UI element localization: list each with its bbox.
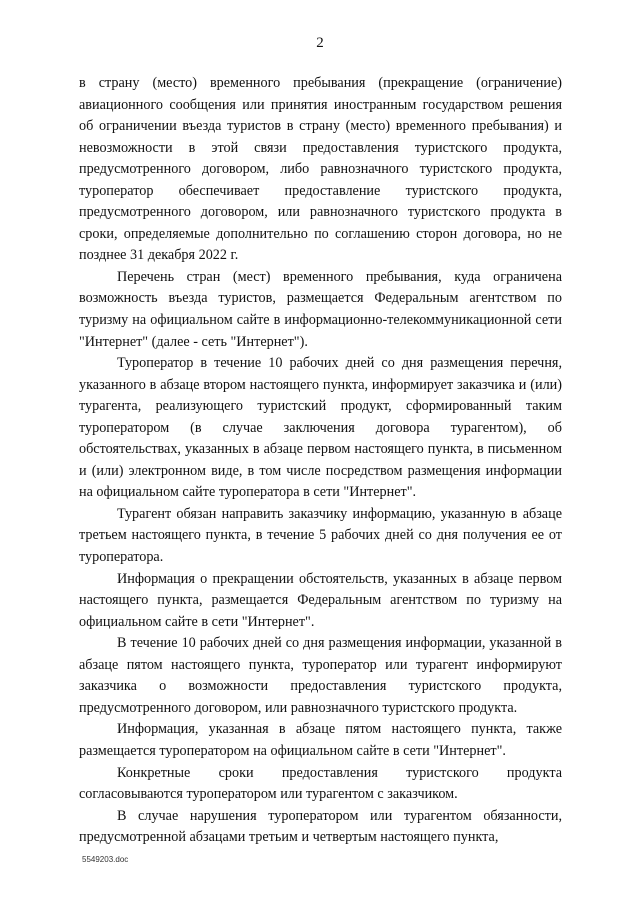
paragraph: Информация о прекращении обстоятельств, указанных в абзаце первом настоящего пункта, размещается Федеральным агентством по туризму на официальном сайте в сети "Интернет". xyxy=(79,570,562,630)
paragraph-continuation: в страну (место) временного пребывания (прекращение (ограничение) авиационного сообщения или принятия иностранным государством решения об ограничении въезда туристов в страну (место) временного пребывания) и невозможности в этой связи предоставления туристского продукта, предусмотренного договором, либо равнозначного туристского продукта, туроператор обеспечивает предоставление туристского продукта, предусмотренного договором, или равнозначного туристского продукта в сроки, определяемые дополнительно по соглашению сторон договора, но не позднее 31 декабря 2022 г. xyxy=(79,75,562,264)
paragraph: В случае нарушения туроператором или турагентом обязанности, предусмотренной абзацами третьим и четвертым настоящего пункта, xyxy=(79,807,562,846)
document-file-code: 5549203.doc xyxy=(82,855,129,864)
paragraph: Перечень стран (мест) временного пребывания, куда ограничена возможность въезда туристов, размещается Федеральным агентством по туризму на официальном сайте в информационно-телекоммуникационной сети "Интернет" (далее - сеть "Интернет"). xyxy=(79,268,562,350)
paragraph: В течение 10 рабочих дней со дня размещения информации, указанной в абзаце пятом настоящего пункта, туроператор или турагент информируют заказчика о возможности предоставления туристского продукта, предусмотренного договором, или равнозначного туристского продукта. xyxy=(79,635,562,716)
document-body xyxy=(79,73,562,849)
paragraph: Конкретные сроки предоставления туристского продукта согласовываются туроператором или турагентом с заказчиком. xyxy=(79,764,562,803)
page-number: 2 xyxy=(316,35,324,51)
paragraph: Турагент обязан направить заказчику информацию, указанную в абзаце третьем настоящего пункта, в течение 5 рабочих дней со дня получения ее от туроператора. xyxy=(79,505,562,566)
paragraph: Туроператор в течение 10 рабочих дней со дня размещения перечня, указанного в абзаце втором настоящего пункта, информирует заказчика и (или) турагента, реализующего туристский продукт, сформированный таким туроператором (в случае заключения договора турагентом), об обстоятельствах, указанных в абзаце первом настоящего пункта, в письменном и (или) электронном виде, в том числе посредством размещения информации на официальном сайте туроператора в сети "Интернет". xyxy=(79,355,562,501)
paragraph: Информация, указанная в абзаце пятом настоящего пункта, также размещается туроператором на официальном сайте в сети "Интернет". xyxy=(79,721,562,759)
